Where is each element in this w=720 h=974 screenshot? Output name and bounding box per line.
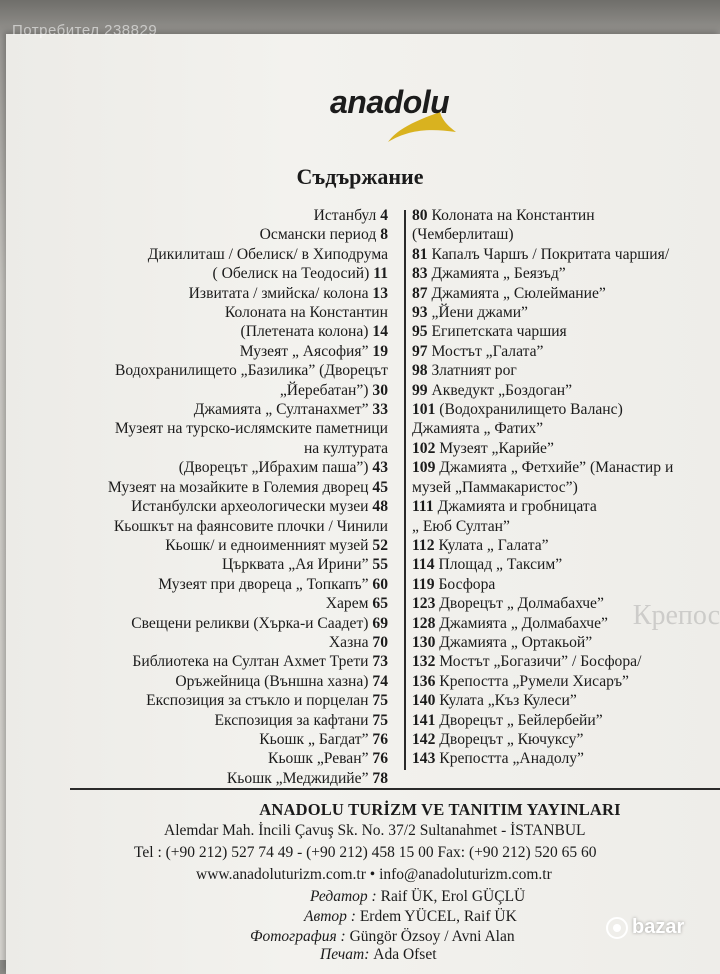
toc-entry bbox=[412, 206, 712, 225]
toc-entry bbox=[60, 517, 388, 536]
toc-entry-page: 132 bbox=[412, 653, 436, 671]
toc-entry-page: 141 bbox=[412, 711, 436, 729]
toc-entry-page: 30 bbox=[372, 381, 388, 399]
toc-entry-title: Кулата „Къз Кулеси” bbox=[439, 692, 577, 710]
toc-entry-title: „ Еюб Султан” bbox=[412, 517, 510, 535]
toc-entry bbox=[412, 361, 712, 380]
toc-entry-page: 112 bbox=[412, 536, 435, 554]
toc-entry bbox=[60, 575, 388, 594]
toc-entry bbox=[60, 206, 388, 225]
toc-entry bbox=[60, 478, 388, 497]
toc-entry-page: 97 bbox=[412, 342, 428, 360]
toc-entry bbox=[60, 322, 388, 341]
toc-entry-title: Кьошк „ Багдат” bbox=[259, 730, 369, 748]
toc-entry-page: 81 bbox=[412, 245, 428, 263]
publisher-name: ANADOLU TURİZM VE TANITIM YAYINLARI bbox=[259, 800, 621, 819]
toc-entry-page: 123 bbox=[412, 595, 436, 613]
credit-value: Ada Ofset bbox=[373, 946, 437, 963]
toc-entry-page: 99 bbox=[412, 381, 428, 399]
toc-entry-page: 65 bbox=[372, 595, 388, 613]
toc-entry-title: (Водохранилището Валанс) bbox=[439, 401, 623, 419]
toc-entry-page: 101 bbox=[412, 401, 436, 419]
toc-entry bbox=[412, 633, 712, 652]
toc-entry bbox=[60, 225, 388, 244]
toc-entry bbox=[60, 711, 388, 730]
toc-entry bbox=[60, 419, 388, 438]
toc-entry-title: Истанбулски археологически музеи bbox=[131, 498, 369, 516]
user-watermark: Потребител 238829 bbox=[12, 22, 158, 39]
toc-entry bbox=[412, 400, 712, 419]
publisher-phone: Tel : (+90 212) 527 74 49 - (+90 212) 458 15 00 Fax: (+90 212) 520 65 60 bbox=[134, 844, 597, 861]
toc-entry-title: Джамията „ Султанахмет” bbox=[193, 401, 369, 419]
toc-entry-page: 74 bbox=[372, 672, 388, 690]
toc-entry-page: 13 bbox=[372, 284, 388, 302]
toc-entry-title: музей „Паммакаристос”) bbox=[412, 478, 578, 496]
publisher-address: Alemdar Mah. İncili Çavuş Sk. No. 37/2 Sultanahmet - İSTANBUL bbox=[164, 822, 586, 839]
toc-entry bbox=[60, 400, 388, 419]
toc-entry bbox=[412, 652, 712, 671]
bazar-logo-icon bbox=[606, 917, 628, 939]
toc-entry-title: Капалъ Чаршъ / Покритата чаршия/ bbox=[431, 245, 670, 263]
logo-text: anadolu bbox=[330, 84, 450, 120]
credit-editor bbox=[310, 888, 525, 906]
toc-entry bbox=[60, 672, 388, 691]
toc-entry-title: Джамията „ Сюлеймание” bbox=[431, 284, 606, 302]
toc-entry-page: 14 bbox=[372, 323, 388, 341]
toc-left-column bbox=[60, 206, 388, 788]
toc-entry-title: на културата bbox=[303, 439, 388, 457]
publisher-email: info@anadoluturizm.com.tr bbox=[379, 866, 552, 883]
toc-entry bbox=[60, 652, 388, 671]
toc-entry-title: Музеят на мозайките в Големия дворец bbox=[107, 478, 369, 496]
toc-entry-title: Египетската чаршия bbox=[431, 323, 567, 341]
toc-entry bbox=[60, 361, 388, 380]
bleed-through-text: Крепос bbox=[632, 600, 720, 631]
toc-entry-title: Джамията „ Фатих” bbox=[412, 420, 544, 438]
toc-entry-page: 75 bbox=[372, 692, 388, 710]
toc-entry bbox=[412, 381, 712, 400]
toc-entry bbox=[60, 536, 388, 555]
toc-entry-title: Музеят на турско-ислямските паметници bbox=[114, 420, 388, 438]
toc-entry bbox=[412, 711, 712, 730]
toc-entry bbox=[60, 497, 388, 516]
toc-entry-page: 8 bbox=[380, 226, 388, 244]
toc-entry-title: Колоната на Константин bbox=[431, 207, 595, 224]
toc-entry-page: 130 bbox=[412, 633, 436, 651]
toc-entry-page: 140 bbox=[412, 692, 436, 710]
toc-entry-page: 19 bbox=[372, 342, 388, 360]
toc-entry-title: Музеят „Карийе” bbox=[439, 439, 554, 457]
toc-entry-title: Оръжейница (Външна хазна) bbox=[175, 672, 369, 690]
credit-label: Печат: bbox=[320, 946, 370, 963]
toc-entry bbox=[412, 497, 712, 516]
credit-print bbox=[320, 946, 437, 964]
toc-entry-title: Джамията „ Фетхийе” (Манастир и bbox=[439, 459, 674, 477]
toc-entry-title: Църквата „Ая Ирини” bbox=[222, 556, 369, 574]
toc-entry-page: 60 bbox=[372, 575, 388, 593]
toc-entry-page: 95 bbox=[412, 323, 428, 341]
toc-entry bbox=[60, 749, 388, 768]
toc-entry-title: Кьошк/ и едноименният музей bbox=[165, 536, 369, 554]
toc-entry-page: 111 bbox=[412, 498, 434, 516]
toc-entry-title: Библиотека на Султан Ахмет Трети bbox=[132, 653, 369, 671]
toc-entry-title: Кьошкът на фаянсовите плочки / Чинили bbox=[113, 517, 388, 535]
toc-entry-page: 73 bbox=[372, 653, 388, 671]
toc-entry bbox=[60, 381, 388, 400]
toc-entry-page: 102 bbox=[412, 439, 436, 457]
toc-entry-page: 93 bbox=[412, 304, 428, 322]
toc-entry-page: 98 bbox=[412, 362, 428, 380]
toc-entry-title: Хазна bbox=[328, 633, 369, 651]
toc-entry-title: Джамията „ Долмабахче” bbox=[439, 614, 608, 632]
toc-entry-page: 76 bbox=[372, 750, 388, 768]
toc-entry-title: Дворецът „ Бейлербейи” bbox=[439, 711, 603, 729]
toc-entry-title: „Йеребатан”) bbox=[279, 381, 369, 399]
toc-entry-page: 128 bbox=[412, 614, 436, 632]
toc-entry-page: 114 bbox=[412, 556, 435, 574]
toc-entry bbox=[60, 439, 388, 458]
toc-entry bbox=[412, 264, 712, 283]
toc-entry bbox=[60, 342, 388, 361]
toc-entry bbox=[60, 691, 388, 710]
toc-entry bbox=[412, 691, 712, 710]
toc-entry bbox=[412, 555, 712, 574]
toc-entry-title: Музеят „ Аясофия” bbox=[239, 342, 369, 360]
toc-entry-title: Експозиция за кафтани bbox=[214, 711, 369, 729]
toc-entry-page: 78 bbox=[372, 769, 388, 787]
toc-entry bbox=[60, 769, 388, 788]
anadolu-logo bbox=[330, 84, 470, 144]
toc-entry bbox=[60, 614, 388, 633]
toc-entry bbox=[60, 633, 388, 652]
toc-entry bbox=[412, 225, 712, 244]
toc-entry-title: Акведукт „Боздоган” bbox=[431, 381, 573, 399]
toc-entry-title: Експозиция за стъкло и порцелан bbox=[146, 692, 369, 710]
toc-entry bbox=[412, 303, 712, 322]
toc-entry bbox=[412, 517, 712, 536]
toc-entry bbox=[412, 439, 712, 458]
publisher-contacts bbox=[196, 866, 552, 884]
toc-entry-page: 143 bbox=[412, 750, 436, 768]
toc-entry-title: Османски период bbox=[259, 226, 377, 244]
toc-entry bbox=[412, 672, 712, 691]
toc-entry-page: 45 bbox=[372, 478, 388, 496]
toc-entry-page: 136 bbox=[412, 672, 436, 690]
toc-entry bbox=[412, 730, 712, 749]
publisher-web: www.anadoluturizm.com.tr bbox=[196, 866, 366, 883]
toc-entry-title: Крепостта „Анадолу” bbox=[439, 750, 584, 768]
toc-entry-page: 33 bbox=[372, 401, 388, 419]
toc-entry-title: Джамията и гробницата bbox=[437, 498, 597, 516]
toc-entry bbox=[412, 284, 712, 303]
credit-label: Фотография : bbox=[250, 928, 346, 945]
toc-entry bbox=[412, 245, 712, 264]
bazar-watermark bbox=[606, 916, 710, 950]
toc-entry-title: (Плетената колона) bbox=[240, 323, 369, 341]
toc-entry-title: Дикилиташ / Обелиск/ в Хиподрума bbox=[147, 245, 388, 263]
credit-label: Автор : bbox=[304, 908, 356, 925]
toc-entry-page: 119 bbox=[412, 575, 435, 593]
toc-entry-page: 142 bbox=[412, 730, 436, 748]
toc-entry bbox=[60, 264, 388, 283]
toc-entry bbox=[412, 322, 712, 341]
toc-entry-title: „Йени джами” bbox=[431, 304, 528, 322]
credit-value: Güngör Özsoy / Avni Alan bbox=[349, 928, 515, 945]
toc-entry-page: 80 bbox=[412, 207, 428, 224]
toc-entry-title: Извитата / змийска/ колона bbox=[188, 284, 369, 302]
toc-entry-title: Музеят при двореца „ Топкапъ” bbox=[158, 575, 369, 593]
toc-entry-title: Джамията „ Беязъд” bbox=[431, 265, 566, 283]
toc-entry-title: Кьошк „Меджидийе” bbox=[226, 769, 369, 787]
toc-entry-page: 52 bbox=[372, 536, 388, 554]
toc-entry-page: 48 bbox=[372, 498, 388, 516]
toc-entry bbox=[412, 342, 712, 361]
toc-entry-page: 75 bbox=[372, 711, 388, 729]
toc-entry-title: Дворецът „ Кючуксу” bbox=[439, 730, 584, 748]
page-title: Съдържание bbox=[296, 164, 424, 189]
toc-entry-title: (Чемберлиташ) bbox=[412, 226, 514, 244]
toc-entry-title: Харем bbox=[325, 595, 369, 613]
toc-entry-page: 69 bbox=[372, 614, 388, 632]
toc-entry-title: (Дворецът „Ибрахим паша”) bbox=[178, 459, 369, 477]
toc-entry-title: Джамията „ Ортакьой” bbox=[439, 633, 593, 651]
toc-entry-title: Водохранилището „Базилика” (Дворецът bbox=[115, 362, 388, 380]
toc-entry-title: Истанбул bbox=[313, 207, 377, 224]
credit-value: Raif ÜK, Erol GÜÇLÜ bbox=[380, 888, 526, 905]
toc-entry bbox=[60, 555, 388, 574]
toc-entry-title: Дворецът „ Долмабахче” bbox=[439, 595, 604, 613]
toc-entry-title: Кулата „ Галата” bbox=[438, 536, 549, 554]
toc-entry-page: 109 bbox=[412, 459, 436, 477]
credit-photo bbox=[250, 928, 515, 946]
toc-right-column bbox=[412, 206, 712, 769]
credit-label: Редатор : bbox=[310, 888, 377, 905]
toc-entry bbox=[412, 749, 712, 768]
toc-entry bbox=[412, 419, 712, 438]
toc-entry-title: Златният рог bbox=[431, 362, 517, 380]
column-divider bbox=[404, 210, 406, 770]
toc-entry-page: 76 bbox=[372, 730, 388, 748]
toc-entry-title: ( Обелиск на Теодосий) bbox=[212, 265, 370, 283]
toc-entry bbox=[60, 284, 388, 303]
toc-entry bbox=[412, 536, 712, 555]
toc-entry bbox=[60, 458, 388, 477]
credit-author bbox=[304, 908, 517, 926]
toc-entry-title: Мостът „Богазичи” / Босфора/ bbox=[439, 653, 642, 671]
toc-entry bbox=[60, 594, 388, 613]
toc-entry-title: Колоната на Константин bbox=[224, 304, 388, 322]
toc-entry-page: 4 bbox=[380, 207, 388, 224]
footer-rule bbox=[70, 788, 720, 790]
toc-entry-title: Крепостта „Румели Хисаръ” bbox=[439, 672, 629, 690]
toc-entry bbox=[412, 478, 712, 497]
contact-separator: • bbox=[369, 866, 376, 883]
toc-entry-title: Площад „ Таксим” bbox=[438, 556, 563, 574]
bazar-text: bazar bbox=[632, 916, 685, 938]
toc-entry-title: Мостът „Галата” bbox=[431, 342, 544, 360]
toc-entry-page: 43 bbox=[372, 459, 388, 477]
toc-entry-page: 70 bbox=[372, 633, 388, 651]
toc-entry bbox=[412, 458, 712, 477]
toc-entry-title: Босфора bbox=[438, 575, 496, 593]
toc-entry bbox=[60, 730, 388, 749]
toc-entry-page: 55 bbox=[372, 556, 388, 574]
toc-entry-title: Свещени реликви (Хърка-и Саадет) bbox=[131, 614, 369, 632]
toc-entry-title: Кьошк „Реван” bbox=[268, 750, 369, 768]
toc-entry-page: 83 bbox=[412, 265, 428, 283]
toc-entry bbox=[60, 245, 388, 264]
credit-value: Erdem YÜCEL, Raif ÜK bbox=[359, 908, 517, 925]
toc-entry-page: 11 bbox=[373, 265, 388, 283]
toc-entry bbox=[412, 575, 712, 594]
toc-entry-page: 87 bbox=[412, 284, 428, 302]
toc-entry bbox=[60, 303, 388, 322]
